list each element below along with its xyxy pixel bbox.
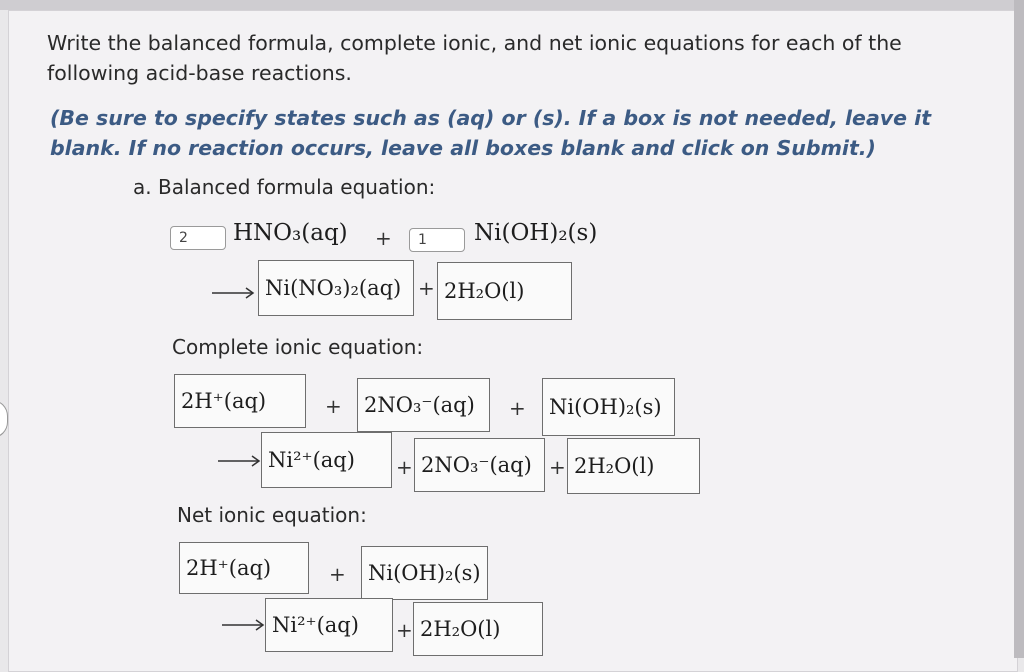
reaction-arrow-icon: [212, 286, 256, 300]
ionic-reactant-input-2[interactable]: 2NO₃⁻(aq): [357, 378, 490, 432]
plus-sign: +: [418, 276, 435, 300]
product-input-1[interactable]: Ni(NO₃)₂(aq): [258, 260, 414, 316]
reaction-arrow-icon: [218, 454, 262, 468]
plus-sign: +: [375, 226, 392, 250]
question-instructions: (Be sure to specify states such as (aq) or (s). If a box is not needed, leave it blank. If no reaction occurs, leave all boxes blank and click on Submit.): [50, 106, 932, 160]
ionic-reactant-input-1[interactable]: 2H⁺(aq): [174, 374, 306, 428]
part-a-label: a. Balanced formula equation:: [133, 175, 436, 199]
question-prompt: Write the balanced formula, complete ionic, and net ionic equations for each of the following acid-base reactions.: [47, 31, 902, 85]
coefficient-input-2[interactable]: 1: [409, 228, 465, 252]
side-handle[interactable]: [0, 400, 8, 438]
reaction-arrow-icon: [222, 618, 266, 632]
ionic-product-input-3[interactable]: 2H₂O(l): [567, 438, 700, 494]
net-reactant-input-2[interactable]: Ni(OH)₂(s): [361, 546, 488, 600]
ionic-product-input-2[interactable]: 2NO₃⁻(aq): [414, 438, 545, 492]
plus-sign: +: [325, 394, 342, 418]
complete-ionic-label: Complete ionic equation:: [172, 335, 424, 359]
reactant-nioh2: Ni(OH)₂(s): [474, 220, 598, 246]
plus-sign: +: [549, 455, 566, 479]
net-ionic-label: Net ionic equation:: [177, 503, 367, 527]
plus-sign: +: [396, 618, 413, 642]
plus-sign: +: [509, 396, 526, 420]
right-edge: [1014, 0, 1024, 658]
coefficient-input-1[interactable]: 2: [170, 226, 226, 250]
net-reactant-input-1[interactable]: 2H⁺(aq): [179, 542, 309, 594]
top-bar: [0, 0, 1024, 10]
net-product-input-1[interactable]: Ni²⁺(aq): [265, 598, 393, 652]
product-input-2[interactable]: 2H₂O(l): [437, 262, 572, 320]
ionic-product-input-1[interactable]: Ni²⁺(aq): [261, 432, 392, 488]
net-product-input-2[interactable]: 2H₂O(l): [413, 602, 543, 656]
reactant-hno3: HNO₃(aq): [233, 220, 348, 246]
ionic-reactant-input-3[interactable]: Ni(OH)₂(s): [542, 378, 675, 436]
plus-sign: +: [329, 562, 346, 586]
plus-sign: +: [396, 455, 413, 479]
